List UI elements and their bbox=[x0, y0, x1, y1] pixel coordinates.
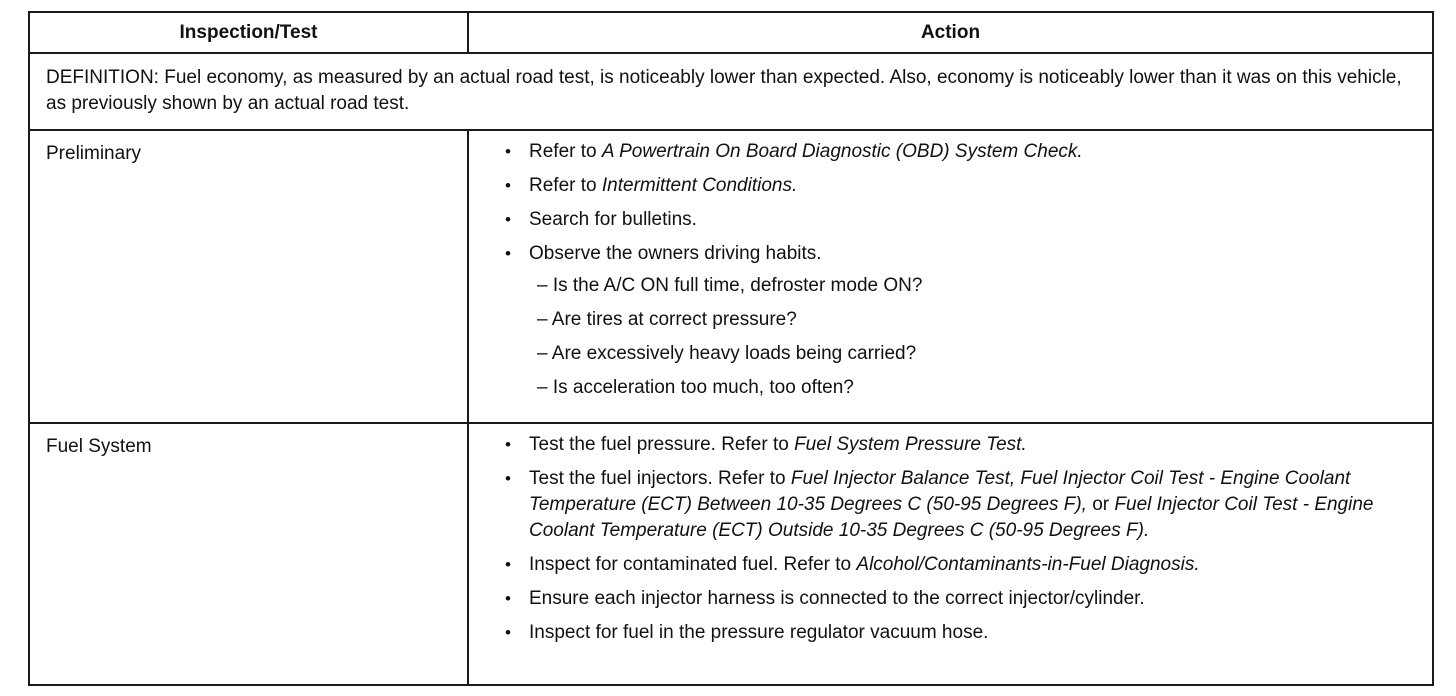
action-cell-preliminary bbox=[468, 130, 1433, 423]
item-text: Refer to bbox=[529, 175, 602, 196]
item-text: Inspect for contaminated fuel. Refer to bbox=[529, 554, 857, 575]
diagnostic-table bbox=[28, 11, 1434, 686]
reference-text: Fuel Injector Coil Test - Engine Coolant Temperature (ECT) Outside 10-35 Degrees C (50-95 Degrees F). bbox=[529, 494, 1374, 541]
reference-text: Fuel System Pressure Test. bbox=[794, 434, 1027, 455]
item-text: or bbox=[1086, 494, 1115, 515]
action-cell-fuel-system bbox=[468, 423, 1433, 685]
sub-item: – Are tires at correct pressure? bbox=[537, 309, 797, 330]
reference-text: Fuel Injector Balance Test, Fuel Injector Coil Test - Engine Coolant Temperature (ECT) Between 10-35 Degrees C (50-95 Degrees F), bbox=[529, 468, 1351, 515]
list-item bbox=[505, 207, 1420, 233]
reference-text: Alcohol/Contaminants-in-Fuel Diagnosis. bbox=[856, 554, 1200, 575]
sub-item: – Are excessively heavy loads being carried? bbox=[537, 343, 917, 364]
action-list bbox=[505, 432, 1420, 646]
item-text: Search for bulletins. bbox=[529, 209, 697, 230]
table-header-row bbox=[29, 12, 1433, 53]
action-list bbox=[505, 139, 1420, 401]
table-row bbox=[29, 423, 1433, 685]
definition-row bbox=[29, 53, 1433, 130]
list-item bbox=[505, 139, 1420, 165]
list-item bbox=[505, 466, 1420, 544]
item-text: Observe the owners driving habits. bbox=[529, 243, 822, 264]
definition-text: DEFINITION: Fuel economy, as measured by an actual road test, is noticeably lower than expected. Also, economy is noticeably lower than it was on this vehicle, as previously shown by an actual road test. bbox=[29, 53, 1433, 130]
sub-item: – Is the A/C ON full time, defroster mode ON? bbox=[537, 275, 923, 296]
item-text: Test the fuel injectors. Refer to bbox=[529, 468, 791, 489]
list-item bbox=[505, 432, 1420, 458]
list-item bbox=[505, 620, 1420, 646]
item-text: Test the fuel pressure. Refer to bbox=[529, 434, 795, 455]
table-row bbox=[29, 130, 1433, 423]
reference-text: Intermittent Conditions. bbox=[601, 175, 798, 196]
list-item bbox=[505, 241, 1420, 401]
list-item bbox=[505, 552, 1420, 578]
item-text: Inspect for fuel in the pressure regulator vacuum hose. bbox=[529, 622, 989, 643]
column-header-action: Action bbox=[468, 12, 1433, 53]
inspection-label-preliminary: Preliminary bbox=[29, 130, 468, 423]
column-header-inspection: Inspection/Test bbox=[29, 12, 468, 53]
reference-text: A Powertrain On Board Diagnostic (OBD) System Check. bbox=[601, 141, 1083, 162]
item-text: Refer to bbox=[529, 141, 602, 162]
item-text: Ensure each injector harness is connected to the correct injector/cylinder. bbox=[529, 588, 1145, 609]
sub-list bbox=[529, 273, 1420, 401]
list-item bbox=[505, 586, 1420, 612]
list-item bbox=[505, 173, 1420, 199]
sub-item: – Is acceleration too much, too often? bbox=[537, 377, 854, 398]
inspection-label-fuel-system: Fuel System bbox=[29, 423, 468, 685]
